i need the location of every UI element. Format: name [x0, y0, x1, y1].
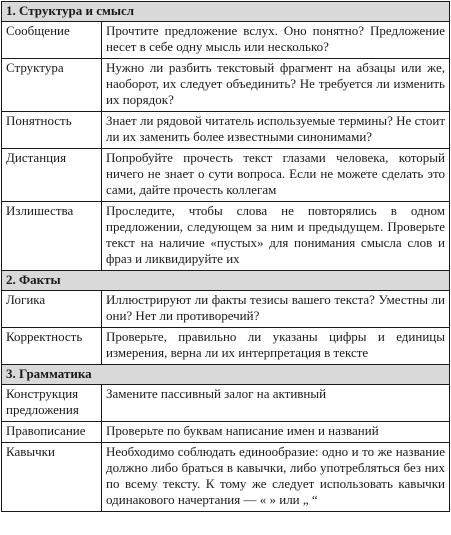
section-title: 1. Структура и смысл	[2, 2, 450, 22]
table-row	[2, 149, 450, 202]
row-description: Попробуйте прочесть текст глазами человека, который ничего не знает о сути вопроса. Если не можете сделать это сами, дайте прочесть коллегам	[102, 149, 450, 202]
table-row	[2, 443, 450, 512]
row-description: Замените пассивный залог на активный	[102, 385, 450, 422]
row-term: Сообщение	[2, 22, 102, 59]
table-row	[2, 59, 450, 112]
row-term: Кавычки	[2, 443, 102, 512]
row-term: Излишества	[2, 202, 102, 271]
row-term: Логика	[2, 291, 102, 328]
row-term: Конструкция предложения	[2, 385, 102, 422]
row-term: Понятность	[2, 112, 102, 149]
table-row	[2, 112, 450, 149]
row-description: Нужно ли разбить текстовый фрагмент на абзацы или же, наоборот, их следует объединить? Не требуется ли изменить их порядок?	[102, 59, 450, 112]
section-title: 2. Факты	[2, 271, 450, 291]
row-term: Дистанция	[2, 149, 102, 202]
row-term: Структура	[2, 59, 102, 112]
row-description: Необходимо соблюдать единообразие: одно и то же название должно либо браться в кавычки, либо употребляться без них по всему тексту. К тому же следует использовать кавычки одинакового начертания — « » или „ “	[102, 443, 450, 512]
table-row	[2, 291, 450, 328]
row-description: Проверьте по буквам написание имен и названий	[102, 422, 450, 443]
table-row	[2, 22, 450, 59]
row-description: Проследите, чтобы слова не повторялись в одном предложении, следующем за ним и предыдущем. Проверьте текст на наличие «пустых» для понимания смысла слов и фраз и ликвидируйте их	[102, 202, 450, 271]
table-row	[2, 422, 450, 443]
row-description: Знает ли рядовой читатель используемые термины? Не стоит ли их заменить более известными синонимами?	[102, 112, 450, 149]
section-header	[2, 365, 450, 385]
section-title: 3. Грамматика	[2, 365, 450, 385]
row-description: Прочтите предложение вслух. Оно понятно? Предложение несет в себе одну мысль или несколько?	[102, 22, 450, 59]
section-header	[2, 271, 450, 291]
row-term: Корректность	[2, 328, 102, 365]
row-description: Проверьте, правильно ли указаны цифры и единицы измерения, верна ли их интерпретация в тексте	[102, 328, 450, 365]
table-row	[2, 385, 450, 422]
section-header	[2, 2, 450, 22]
checklist-table	[1, 1, 450, 512]
row-term: Правописание	[2, 422, 102, 443]
table-row	[2, 328, 450, 365]
table-row	[2, 202, 450, 271]
row-description: Иллюстрируют ли факты тезисы вашего текста? Уместны ли они? Нет ли противоречий?	[102, 291, 450, 328]
